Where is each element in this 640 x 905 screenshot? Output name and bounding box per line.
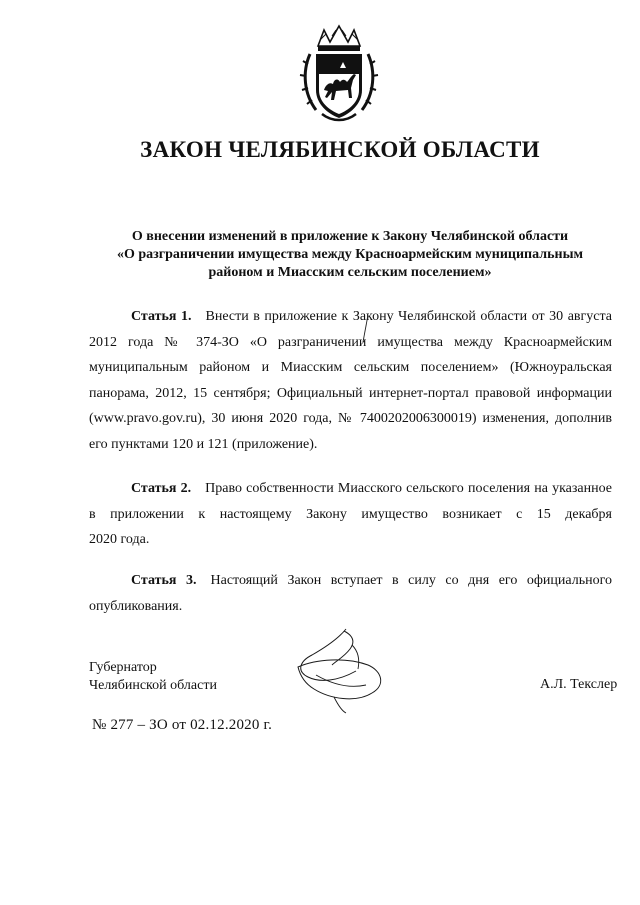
subtitle-line: районом и Миасским сельским поселением» <box>208 265 492 280</box>
article-text-line: 2020 года. <box>89 532 150 547</box>
article-text-line: его пунктами 120 и 121 (приложение). <box>89 436 318 452</box>
article-text-line: Настоящий Закон вступает в силу со дня его официального <box>210 573 612 588</box>
article-text-line: Внести в приложение к Закону Челябинской области от 30 августа <box>205 309 613 324</box>
handwritten-signature <box>286 625 396 715</box>
pen-stroke-mark <box>360 314 370 344</box>
governor-line: Губернатор <box>89 660 157 675</box>
article-label: Статья 1. <box>131 309 192 324</box>
law-number: № 277 – ЗО от 02.12.2020 г. <box>92 717 273 733</box>
governor-title <box>89 659 217 695</box>
chelyabinsk-coat-of-arms-icon <box>296 24 382 124</box>
article-label: Статья 3. <box>131 573 197 588</box>
article-text-line: опубликования. <box>89 598 183 614</box>
signer-name: А.Л. Текслер <box>540 677 618 692</box>
article-2 <box>89 476 612 553</box>
article-text-line: в приложении к настоящему Закону имущество возникает с 15 декабря <box>89 506 612 522</box>
article-text-line: панорама, 2012, 15 сентября; Официальный интернет-портал правовой информации <box>89 385 612 401</box>
article-1 <box>89 304 612 457</box>
subtitle-line: «О разграничении имущества между Красноармейским муниципальным <box>116 247 584 262</box>
article-text-line: Право собственности Миасского сельского поселения на указанное <box>205 481 612 496</box>
governor-line: Челябинской области <box>89 678 217 693</box>
article-label: Статья 2. <box>131 481 192 496</box>
article-text-line: 2012 года № 374-ЗО «О разграничении имущества между Красноармейским <box>89 334 612 350</box>
law-subtitle <box>100 228 600 282</box>
article-text-line: (www.pravo.gov.ru), 30 июня 2020 года, № 7400202006300019) изменения, дополнив <box>89 411 612 426</box>
law-title: ЗАКОН ЧЕЛЯБИНСКОЙ ОБЛАСТИ <box>140 137 540 162</box>
article-3 <box>89 568 612 619</box>
subtitle-line: О внесении изменений в приложение к Закону Челябинской области <box>131 229 569 244</box>
article-text-line: муниципальным районом и Миасским сельским поселением» (Южноуральская <box>89 360 612 375</box>
